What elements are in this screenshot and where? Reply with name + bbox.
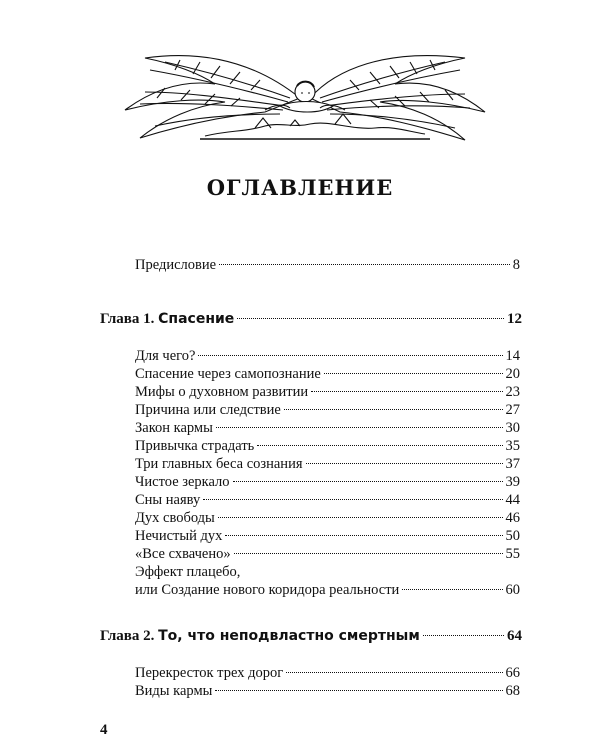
toc-entry-label: Три главных беса сознания xyxy=(135,456,303,472)
dot-leader xyxy=(225,535,502,536)
dot-leader xyxy=(198,355,502,356)
toc-entry[interactable] xyxy=(135,383,520,401)
toc-entry[interactable] xyxy=(135,401,520,419)
toc-entry-label: Перекресток трех дорог xyxy=(135,665,284,681)
toc-entry-label: Нечистый дух xyxy=(135,528,223,544)
chapter-prefix: Глава 1. xyxy=(100,311,155,327)
toc-entry-label: Мифы о духовном развитии xyxy=(135,384,309,400)
chapter-prefix: Глава 2. xyxy=(100,628,155,644)
dot-leader xyxy=(234,553,503,554)
page-number: 4 xyxy=(100,722,108,738)
dot-leader xyxy=(219,264,510,265)
toc-entry-page: 27 xyxy=(505,402,520,418)
toc-entry[interactable] xyxy=(135,419,520,437)
toc-entry-label: Чистое зеркало xyxy=(135,474,230,490)
chapter-heading xyxy=(100,310,234,328)
winged-angel-illustration xyxy=(105,40,495,145)
toc-entry-page: 35 xyxy=(505,438,520,454)
toc-entry-placebo[interactable] xyxy=(135,581,520,599)
toc-entry-label: или Создание нового коридора реальности xyxy=(135,582,400,598)
chapter-heading xyxy=(100,627,420,645)
toc-entry[interactable] xyxy=(135,545,520,563)
chapter-page: 64 xyxy=(507,628,522,644)
table-of-contents-title: ОГЛАВЛЕНИЕ xyxy=(206,175,394,200)
toc-entry-page: 44 xyxy=(505,492,520,508)
toc-entry-page: 37 xyxy=(505,456,520,472)
toc-entry-page: 14 xyxy=(505,348,520,364)
toc-entry-label: Спасение через самопознание xyxy=(135,366,321,382)
toc-entry-label: Для чего? xyxy=(135,348,196,364)
dot-leader xyxy=(402,589,502,590)
toc-entry-page: 55 xyxy=(505,546,520,562)
toc-entry[interactable] xyxy=(135,347,520,365)
toc-entry-page: 8 xyxy=(512,257,520,273)
toc-entry-label: Сны наяву xyxy=(135,492,201,508)
dot-leader xyxy=(311,391,502,392)
toc-entry-page: 68 xyxy=(505,683,520,699)
dot-leader xyxy=(237,318,504,319)
toc-entry-preface[interactable] xyxy=(135,256,520,274)
dot-leader xyxy=(284,409,503,410)
chapter-name: То, что неподвластно смертным xyxy=(158,628,420,644)
toc-entry-label: Виды кармы xyxy=(135,683,213,699)
toc-entry[interactable] xyxy=(135,437,520,455)
dot-leader xyxy=(306,463,503,464)
toc-entry-label: Дух свободы xyxy=(135,510,215,526)
toc-entry-page: 20 xyxy=(505,366,520,382)
dot-leader xyxy=(215,690,502,691)
dot-leader xyxy=(257,445,502,446)
dot-leader xyxy=(203,499,502,500)
toc-entry[interactable] xyxy=(135,664,520,682)
dot-leader xyxy=(324,373,503,374)
toc-entry[interactable] xyxy=(135,491,520,509)
toc-entry[interactable] xyxy=(135,527,520,545)
toc-chapter-1[interactable] xyxy=(100,310,522,328)
toc-entry-page: 60 xyxy=(505,582,520,598)
toc-entry-label: Причина или следствие xyxy=(135,402,281,418)
dot-leader xyxy=(286,672,502,673)
dot-leader xyxy=(233,481,503,482)
chapter-name: Спасение xyxy=(158,311,235,327)
toc-entry-page: 46 xyxy=(505,510,520,526)
toc-entry[interactable] xyxy=(135,455,520,473)
toc-entry[interactable] xyxy=(135,473,520,491)
toc-chapter-2[interactable] xyxy=(100,627,522,645)
toc-entry[interactable] xyxy=(135,509,520,527)
toc-entry-page: 50 xyxy=(505,528,520,544)
toc-entry[interactable] xyxy=(135,682,520,700)
toc-entry[interactable] xyxy=(135,365,520,383)
chapter-page: 12 xyxy=(507,311,522,327)
toc-entry-label: Закон кармы xyxy=(135,420,213,436)
dot-leader xyxy=(218,517,503,518)
toc-entry-placebo-line1[interactable]: Эффект плацебо, xyxy=(135,564,241,580)
toc-entry-page: 23 xyxy=(505,384,520,400)
toc-entry-page: 30 xyxy=(505,420,520,436)
toc-entry-label: Предисловие xyxy=(135,257,217,273)
toc-entry-label: «Все схвачено» xyxy=(135,546,231,562)
toc-entry-page: 39 xyxy=(505,474,520,490)
dot-leader xyxy=(216,427,503,428)
toc-entry-label: Привычка страдать xyxy=(135,438,255,454)
toc-entry-page: 66 xyxy=(505,665,520,681)
dot-leader xyxy=(423,635,504,636)
